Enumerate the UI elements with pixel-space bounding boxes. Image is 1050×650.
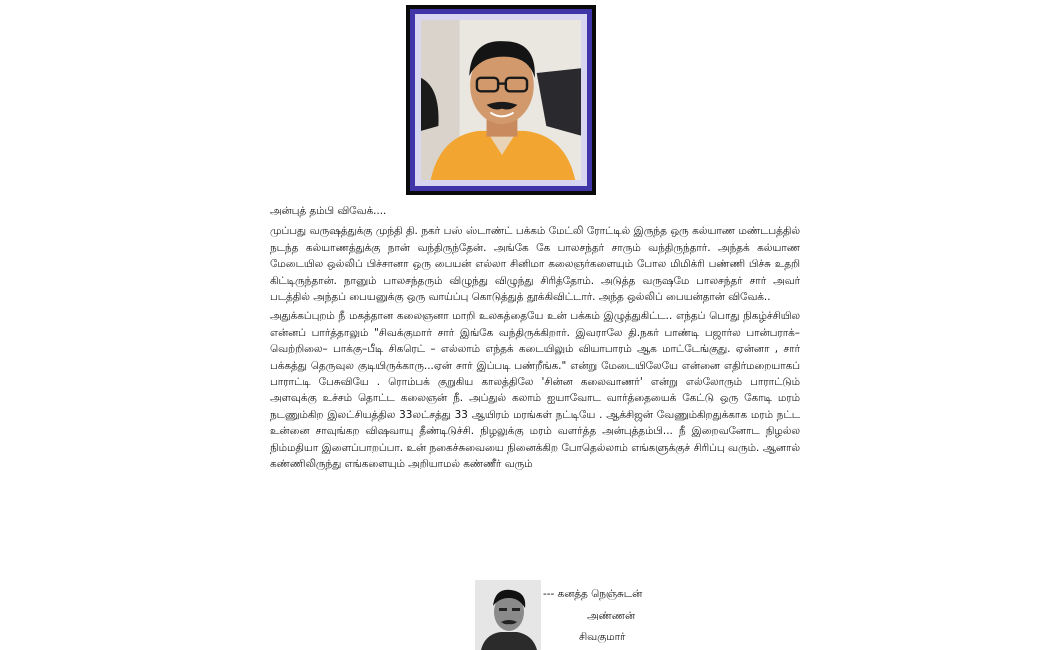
letter-greeting: அன்புத் தம்பி விவேக்.... bbox=[270, 205, 387, 217]
signature-closing: --- கனத்த நெஞ்சுடன் bbox=[543, 588, 643, 600]
portrait-photo-border bbox=[410, 9, 592, 191]
signatory-photo bbox=[475, 580, 541, 650]
portrait-photo bbox=[421, 20, 581, 180]
letter-body bbox=[270, 203, 800, 476]
letter-paragraph-2: அதுக்கப்புறம் நீ மகத்தான கலைஞனா மாறி உலகத்தையே உன் பக்கம் இழுத்துகிட்ட.. எந்தப் பொது நிகழ்ச்சியில என்னப் பார்த்தாலும் "சிவக்குமார் சார் இங்கே வந்திருக்கிறார். இவராலே தி.நகர் பாண்டி பஜார்ல பான்பராக்– வெற்றிலை– பாக்கு–பீடி சிகரெட் – எல்லாம் எந்தக் கடையிலும் வியாபாரம் ஆக மாட்டேங்குது. ஏன்னா , சார் பக்கத்து தெருவுல குடியிருக்காரு...ஏன் சார் இப்படி பண்றீங்க." என்று மேடையிலேயே என்னை எதிர்மறையாகப் பாராட்டி பேசுவியே . ரொம்பக் குறுகிய காலத்திலே 'சின்ன கலைவாணர்' என்று எல்லோரும் பாராட்டும் அளவுக்கு உச்சம் தொட்ட கலைஞன் நீ. அப்துல் கலாம் ஐயாவோட வார்த்தையைக் கேட்டு ஒரு கோடி மரம் நடணும்கிற இலட்சியத்தில 33லட்சத்து 33 ஆயிரம் மரங்கள் நட்டியே . ஆக்சிஜன் வேணும்கிறதுக்காக மரம் நட்ட உன்னை சாவுங்கற விஷவாயு தீண்டிடுச்சி. நிழலுக்கு மரம் வளர்த்த அன்புத்தம்பி... நீ இறைவனோட நிழல்ல நிம்மதியா இளைப்பாறப்பா. உன் நகைச்சுவையை நினைக்கிற போதெல்லாம் எங்களுக்குச் சிரிப்பு வரும். ஆனால் கண்ணிலிருந்து எங்களையும் அறியாமல் கண்ணீர் வரும் bbox=[270, 310, 800, 471]
portrait-photo-frame bbox=[406, 5, 596, 195]
signature-relation: அண்ணன் bbox=[587, 610, 636, 622]
signatory-portrait bbox=[475, 580, 541, 650]
letter-paragraph-1: முப்பது வருஷத்துக்கு முந்தி தி. நகர் பஸ் ஸ்டாண்ட் பக்கம் மேட்லி ரோட்டில் இருந்த ஒரு கல்யாண மண்டபத்தில் நடந்த கல்யாணத்துக்கு நான் வந்திருந்தேன். அங்கே கே பாலசந்தர் சாரும் வந்திருந்தார். அந்தக் கல்யாண மேடையில ஒல்லிப் பிச்சானா ஒரு பையன் எல்லா சினிமா கலைஞர்களையும் போல மிமிக்ரி பண்ணி பிச்சு உதறி கிட்டிருந்தான். நானும் பாலசந்தரும் விழுந்து விழுந்து சிரித்தோம். அடுத்த வருஷமே பாலசந்தர் சார் அவர் படத்தில் அந்தப் பையனுக்கு ஒரு வாய்ப்பு கொடுத்துத் தூக்கிவிட்டார். அந்த ஒல்லிப் பையன்தான் விவேக்.. bbox=[270, 225, 800, 304]
signature-name: சிவகுமார் bbox=[579, 631, 626, 643]
